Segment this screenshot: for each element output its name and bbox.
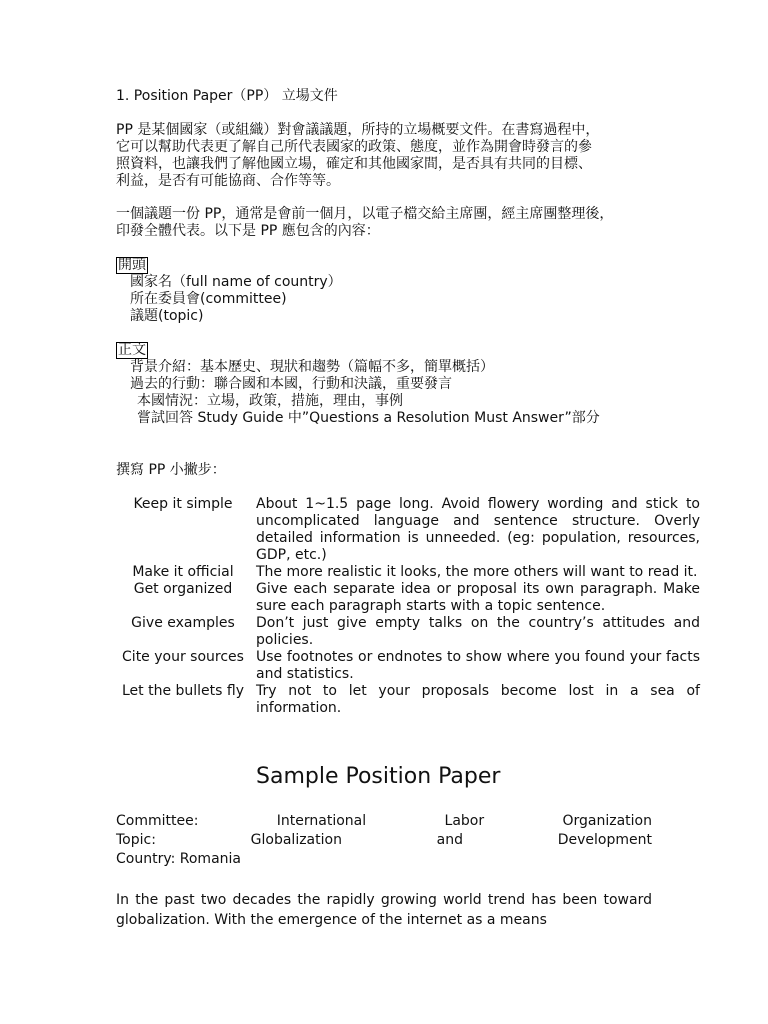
text-line: 印發全體代表。以下是 PP 應包含的內容： [116,223,380,239]
sample-intro-paragraph: In the past two decades the rapidly growing world trend has been toward globalization. With the emergence of the internet as a means [116,892,652,928]
topic-line [116,831,652,850]
sample-title: Sample Position Paper [256,764,501,789]
tip-key: Make it official [132,564,234,580]
text-line: 照資料，也讓我們了解他國立場，確定和其他國家間，是否具有共同的目標、 [116,156,592,172]
table-row [116,581,700,615]
committee-line [116,812,652,831]
meta-word: Globalization [250,832,342,848]
list-item: 所在委員會(committee) [130,291,287,307]
tip-key: Let the bullets fly [121,683,245,699]
tip-key: Give examples [131,615,235,631]
submission-paragraph [116,206,656,240]
opening-section [116,257,656,325]
tip-value: Try not to let your proposals become lost in a sea of information. [256,683,700,716]
body-label: 正文 [118,342,146,358]
section-heading: 1. Position Paper（PP） 立場文件 [116,88,338,104]
tip-value: Don’t just give empty talks on the country’s attitudes and policies. [256,615,700,648]
tips-heading: 撰寫 PP 小撇步： [116,462,226,478]
meta-word: Development [557,832,652,848]
intro-paragraph [116,122,656,190]
text-line: 利益，是否有可能協商、合作等等。 [116,173,340,189]
table-row [116,496,700,564]
list-item: 國家名（full name of country） [130,274,342,290]
meta-word: Labor [444,813,485,829]
meta-word: Topic: [116,832,156,848]
tip-value: About 1~1.5 page long. Avoid flowery wording and stick to uncomplicated language and sentence structure. Overly detailed information is unneeded. (eg: population, resources, GDP, etc.) [256,496,700,563]
tips-table [116,496,700,717]
table-row [116,564,700,581]
table-row [116,683,700,717]
tip-key: Keep it simple [133,496,233,512]
meta-word: Organization [562,813,652,829]
table-row [116,649,700,683]
body-section [116,342,656,427]
meta-word: and [436,832,464,848]
list-item: 議題(topic) [130,308,204,324]
text-line: 它可以幫助代表更了解自己所代表國家的政策、態度，並作為開會時發言的參 [116,139,592,155]
text-line: PP 是某個國家（或組織）對會議議題，所持的立場概要文件。在書寫過程中， [116,122,600,138]
opening-label: 開頭 [118,257,146,273]
list-item: 過去的行動：聯合國和本國，行動和決議，重要發言 [130,376,452,392]
table-row [116,615,700,649]
tip-value: The more realistic it looks, the more others will want to read it. [256,564,698,580]
text-line: 一個議題一份 PP，通常是會前一個月，以電子檔交給主席團，經主席團整理後， [116,206,614,222]
list-item: 本國情況：立場，政策，措施，理由，事例 [137,393,403,409]
list-item: 背景介紹：基本歷史、現狀和趨勢（篇幅不多，簡單概括） [130,359,494,375]
country-line: Country: Romania [116,851,241,867]
tip-value: Give each separate idea or proposal its own paragraph. Make sure each paragraph starts with a topic sentence. [256,581,700,614]
list-item: 嘗試回答 Study Guide 中”Questions a Resolution Must Answer”部分 [137,410,600,426]
tip-key: Cite your sources [122,649,244,665]
tip-value: Use footnotes or endnotes to show where you found your facts and statistics. [256,649,700,682]
meta-word: Committee: [116,813,199,829]
meta-word: International [276,813,367,829]
tip-key: Get organized [133,581,233,597]
